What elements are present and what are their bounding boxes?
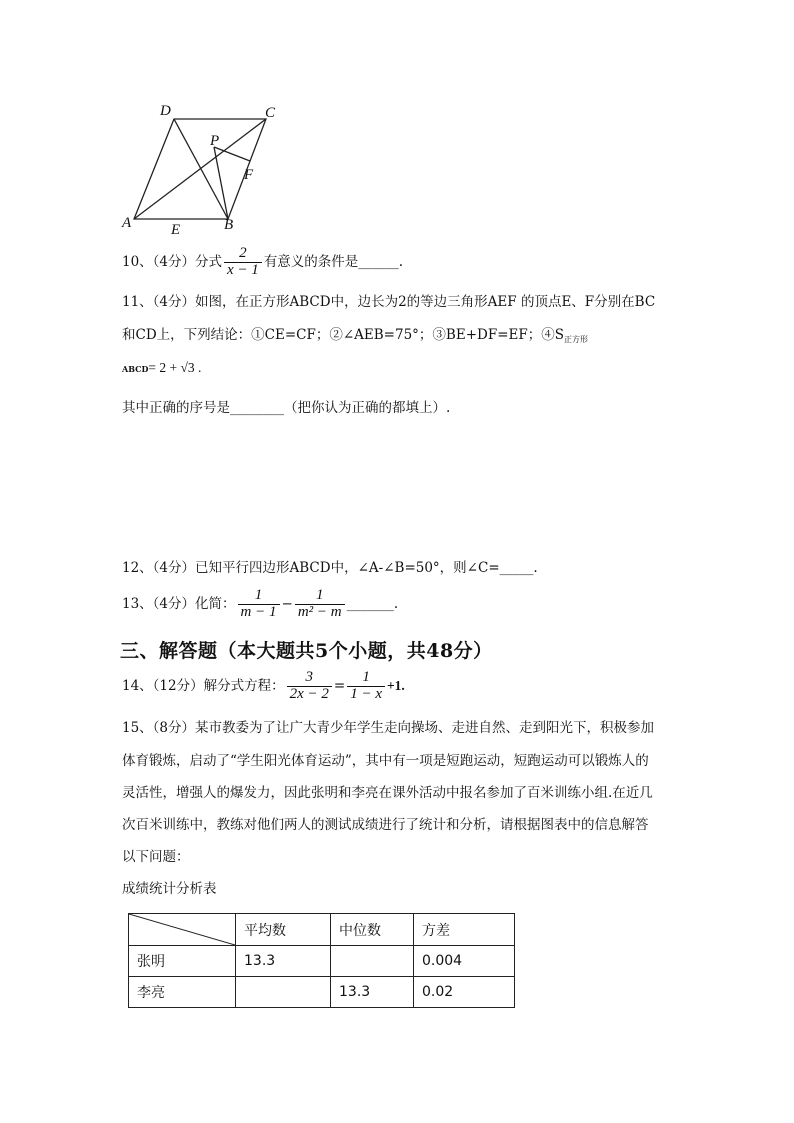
table-row [129, 977, 515, 1008]
question-12: 12、（4分）已知平行四边形ABCD中，∠A-∠B=50°，则∠C=_____. [122, 560, 538, 576]
segment-pb [214, 147, 228, 219]
q14-equals: = [333, 677, 346, 694]
label-e: E [171, 222, 181, 238]
table-cell-name: 张明 [129, 946, 236, 977]
q11-line2 [122, 323, 588, 345]
label-p: P [210, 133, 220, 149]
q11-subscript-square: 正方形 [563, 335, 588, 344]
table-cell-variance: 0.02 [414, 977, 515, 1008]
question-13 [122, 588, 398, 621]
table-header-mean: 平均数 [236, 914, 331, 946]
q14-suffix: +1. [386, 677, 405, 693]
q14-fraction-1 [287, 670, 332, 703]
table-header-diagonal-cell [129, 914, 236, 946]
q14-f2-numerator: 1 [362, 669, 370, 685]
label-b: B [224, 217, 234, 233]
q13-prefix: 13、（4分）化简： [122, 595, 236, 612]
table-cell-median: 13.3 [331, 977, 414, 1008]
q13-f2-numerator: 1 [315, 587, 324, 603]
q10-denominator: x − 1 [224, 262, 262, 279]
q15-line-5: 以下问题： [122, 849, 190, 865]
q14-fraction-2 [347, 670, 385, 703]
q13-f1-numerator: 1 [254, 587, 263, 603]
section-3-title: 三、解答题（本大题共5个小题，共48分） [120, 640, 493, 662]
q10-prefix: 10、（4分）分式 [122, 253, 223, 270]
table-row [129, 946, 515, 977]
q13-minus: − [281, 595, 293, 612]
q14-f2-denominator: 1 − x [347, 686, 385, 703]
q13-fraction-1 [238, 588, 280, 621]
q15-line-1: 15、（8分）某市教委为了让广大青少年学生走向操场、走进自然、走到阳光下，积极参加 [122, 720, 655, 736]
table-cell-mean [236, 977, 331, 1008]
q14-f1-numerator: 3 [305, 669, 313, 685]
q11-line1: 11、（4分）如图，在正方形ABCD中，边长为2的等边三角形AEF 的顶点E、F分别在BC [122, 294, 656, 310]
table-header-median: 中位数 [331, 914, 414, 946]
label-c: C [265, 105, 276, 121]
parallelogram-figure [110, 95, 300, 245]
q10-numerator: 2 [239, 245, 247, 261]
q14-prefix: 14、（12分）解分式方程： [122, 677, 285, 694]
table-cell-median [331, 946, 414, 977]
table-cell-name: 李亮 [129, 977, 236, 1008]
table-cell-variance: 0.004 [414, 946, 515, 977]
q13-fraction-2 [295, 588, 345, 621]
q13-suffix: _______. [346, 595, 399, 612]
q11-subscript-abcd: ABCD [122, 364, 149, 374]
q14-f1-denominator: 2x − 2 [287, 686, 332, 703]
stats-table [128, 913, 515, 1008]
q13-f1-denominator: m − 1 [238, 604, 280, 621]
q11-line4: 其中正确的序号是________（把你认为正确的都填上）. [122, 400, 451, 416]
label-d: D [160, 103, 171, 119]
table-header-variance: 方差 [414, 914, 515, 946]
q11-line2-text: 和CD上，下列结论：①CE=CF；②∠AEB=75°；③BE+DF=EF；④S [122, 327, 564, 343]
question-10 [122, 246, 403, 279]
q15-line-2: 体育锻炼，启动了“学生阳光体育运动”，其中有一项是短跑运动，短跑运动可以锻炼人的 [122, 753, 649, 769]
q11-area-equation: = 2 + √3 . [148, 360, 202, 375]
table-title: 成绩统计分析表 [122, 881, 217, 897]
q11-line3 [122, 360, 201, 376]
q15-line-3: 灵活性，增强人的爆发力，因此张明和李亮在课外活动中报名参加了百米训练小组.在近几 [122, 785, 653, 801]
table-cell-mean: 13.3 [236, 946, 331, 977]
q13-f2-denominator: m² − m [295, 604, 345, 621]
label-a: A [122, 215, 132, 231]
label-f: F [244, 167, 254, 183]
q10-fraction [224, 246, 262, 279]
segment-de [174, 119, 228, 219]
q10-suffix: 有意义的条件是______. [263, 253, 404, 270]
table-header-row [129, 914, 515, 946]
q15-line-4: 次百米训练中，教练对他们两人的测试成绩进行了统计和分析，请根据图表中的信息解答 [122, 817, 649, 833]
question-14 [122, 670, 405, 703]
